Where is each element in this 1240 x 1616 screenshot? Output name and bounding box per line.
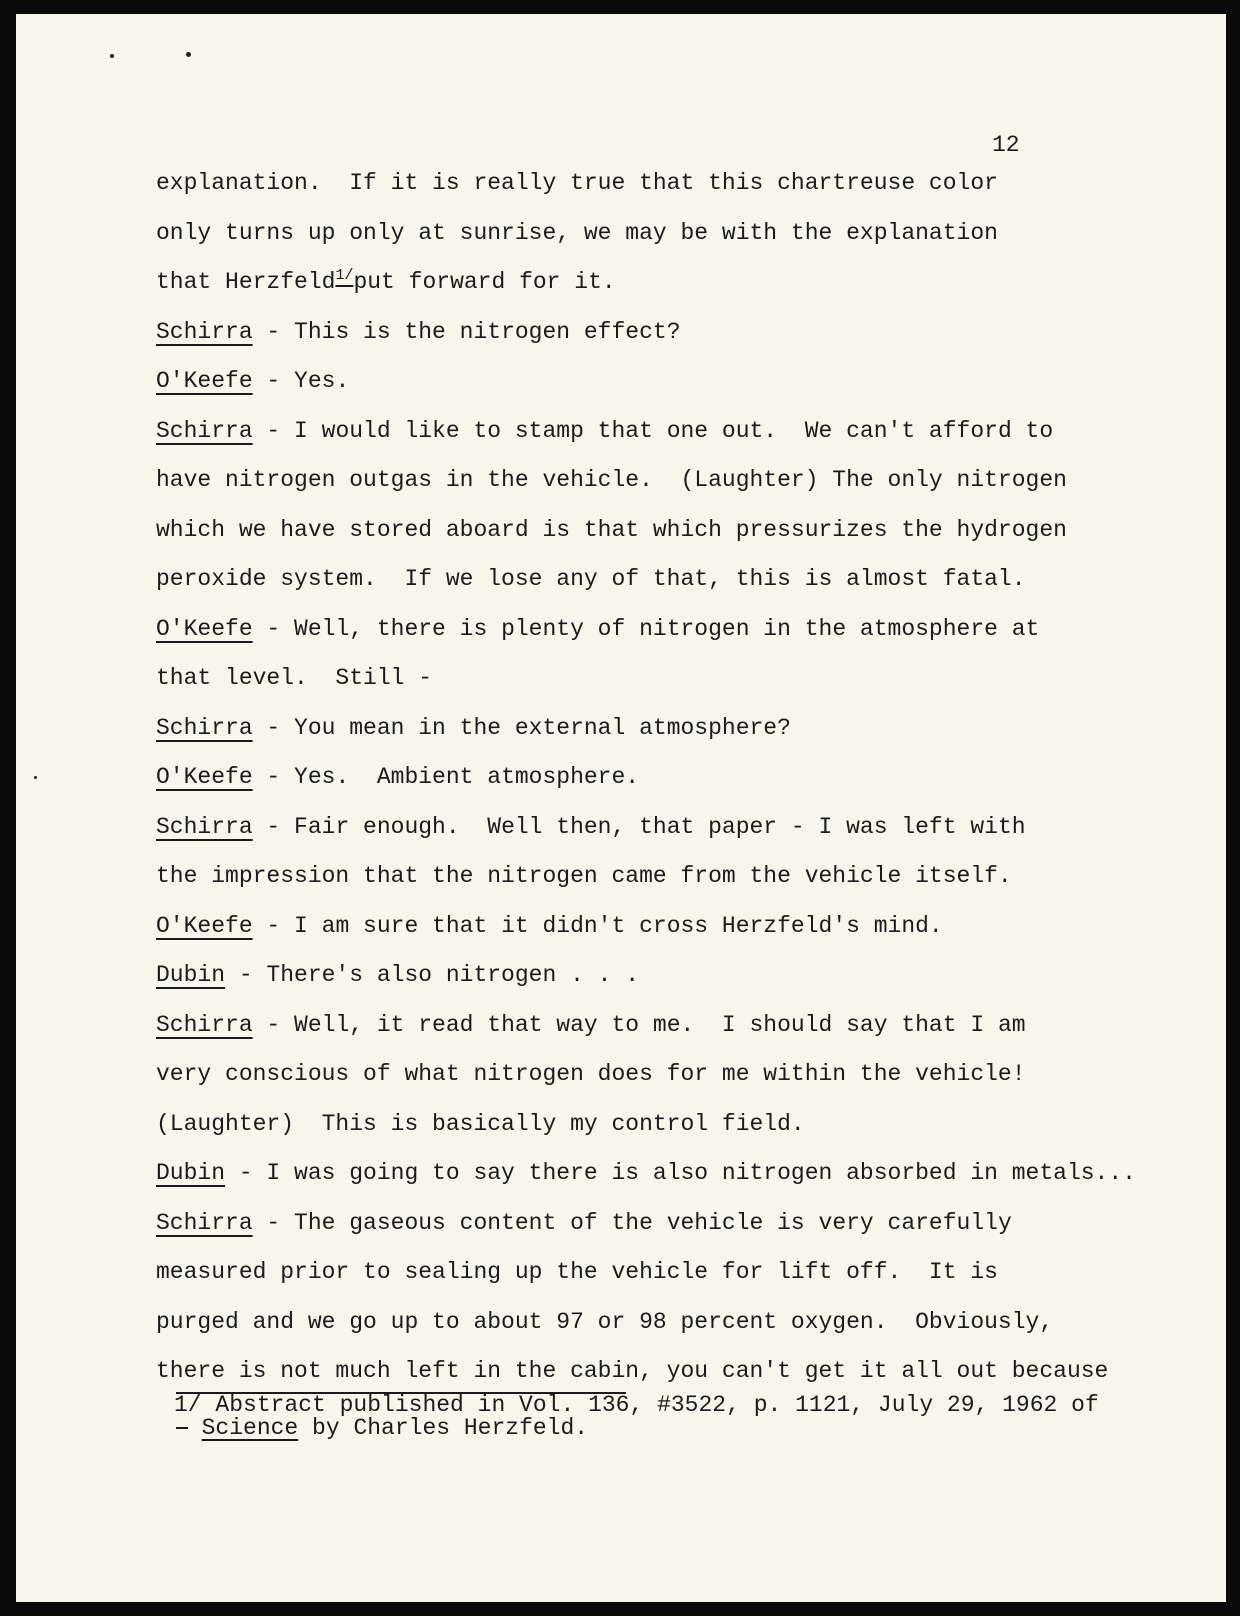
speaker-name: Schirra (156, 714, 253, 741)
text-line (156, 709, 1216, 759)
text-line (156, 907, 1216, 957)
line-text: - Yes. Ambient atmosphere. (252, 764, 640, 790)
speaker-name: O'Keefe (156, 615, 253, 642)
line-text: - I am sure that it didn't cross Herzfeld's mind. (252, 912, 943, 939)
speaker-name: Dubin (156, 962, 226, 988)
text-line (156, 1253, 1216, 1303)
text-line (156, 1303, 1216, 1353)
line-text: - You mean in the external atmosphere? (252, 714, 791, 741)
text-line (156, 808, 1216, 858)
text-line (156, 461, 1216, 511)
speaker-name: Schirra (156, 417, 253, 444)
text-line (156, 956, 1216, 1006)
text-line (156, 511, 1216, 561)
line-text: very conscious of what nitrogen does for me within the vehicle! (156, 1061, 1026, 1087)
text-line (156, 313, 1216, 363)
line-text: explanation. If it is really true that this chartreuse color (156, 170, 998, 196)
line-text: - The gaseous content of the vehicle is very carefully (252, 1209, 1012, 1236)
document-page (16, 14, 1226, 1602)
speaker-name: Schirra (156, 813, 253, 840)
text-line (156, 1204, 1216, 1254)
page-number: 12 (992, 132, 1020, 158)
speaker-name: O'Keefe (156, 368, 253, 394)
text-line (156, 758, 1216, 808)
speaker-name: O'Keefe (156, 912, 253, 939)
footnote-line-1: 1/ Abstract published in Vol. 136, #3522, p. 1121, July 29, 1962 of (174, 1392, 1099, 1418)
line-text: (Laughter) This is basically my control field. (156, 1110, 805, 1137)
text-line (156, 214, 1216, 264)
speaker-name: Schirra (156, 318, 253, 345)
transcript-body (156, 164, 1216, 1402)
line-text: - Well, there is plenty of nitrogen in the atmosphere at (252, 615, 1040, 642)
footnote (174, 1394, 1214, 1440)
footnote-line-2: by Charles Herzfeld. (298, 1415, 589, 1441)
line-text: that level. Still - (156, 665, 433, 691)
line-text: have nitrogen outgas in the vehicle. (Laughter) The only nitrogen (156, 467, 1067, 493)
text-line (156, 857, 1216, 907)
line-text: - Fair enough. Well then, that paper - I was left with (252, 813, 1026, 840)
line-text: only turns up only at sunrise, we may be with the explanation (156, 219, 998, 246)
speaker-name: O'Keefe (156, 764, 253, 790)
text-line (156, 412, 1216, 462)
text-line (156, 1105, 1216, 1155)
text-line (156, 560, 1216, 610)
speaker-name: Dubin (156, 1160, 226, 1186)
line-text: there is not much left in the cabin, you can't get it all out because (156, 1358, 1109, 1384)
speaker-name: Schirra (156, 1011, 253, 1038)
line-text: - Yes. (252, 368, 350, 394)
footnote-journal: Science (201, 1415, 299, 1441)
line-text: peroxide system. If we lose any of that, this is almost fatal. (156, 566, 1026, 592)
text-line (156, 659, 1216, 709)
line-text: - This is the nitrogen effect? (252, 318, 681, 345)
speaker-name: Schirra (156, 1209, 253, 1236)
footnote-reference: 1/ (335, 267, 354, 284)
line-text: - There's also nitrogen . . . (225, 962, 640, 988)
text-line (156, 1154, 1216, 1204)
text-line (156, 263, 1216, 313)
ink-speck (110, 54, 114, 58)
text-line (156, 1006, 1216, 1056)
line-text: put forward for it. (353, 269, 616, 295)
line-text: - I was going to say there is also nitrogen absorbed in metals... (225, 1160, 1136, 1186)
text-line (156, 610, 1216, 660)
text-line (156, 1055, 1216, 1105)
text-line (156, 164, 1216, 214)
text-line (156, 362, 1216, 412)
line-text: - I would like to stamp that one out. We can't afford to (252, 417, 1054, 444)
line-text: - Well, it read that way to me. I should say that I am (252, 1011, 1026, 1038)
line-text: which we have stored aboard is that which pressurizes the hydrogen (156, 516, 1067, 543)
line-text: that Herzfeld (156, 269, 336, 295)
line-text: purged and we go up to about 97 or 98 percent oxygen. Obviously, (156, 1308, 1054, 1335)
ink-speck (34, 776, 37, 779)
line-text: the impression that the nitrogen came from the vehicle itself. (156, 863, 1012, 889)
ink-speck (186, 52, 191, 57)
line-text: measured prior to sealing up the vehicle for lift off. It is (156, 1259, 998, 1285)
